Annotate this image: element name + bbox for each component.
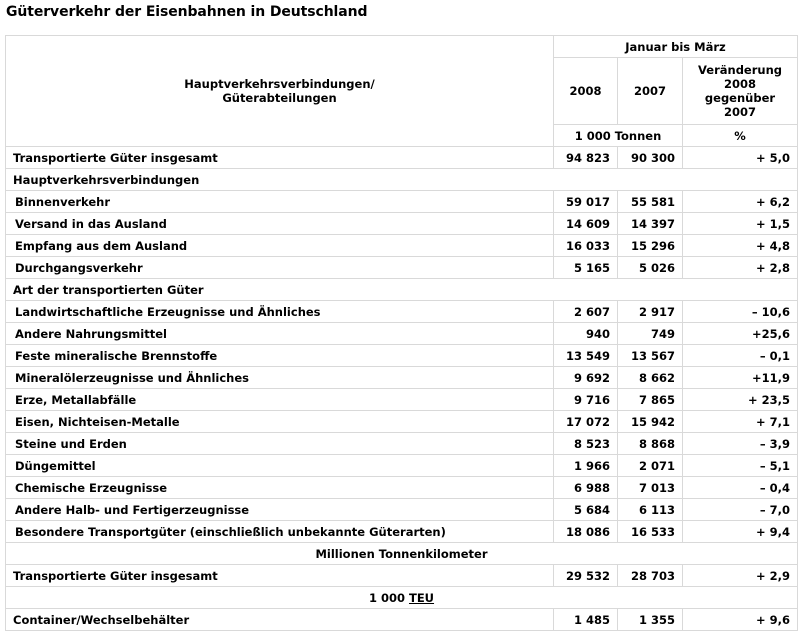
value-change: – 0,1 [683, 345, 798, 367]
value-2008: 1 485 [554, 609, 618, 631]
row-label: Besondere Transportgüter (einschließlich unbekannte Güterarten) [6, 521, 554, 543]
value-2008: 1 966 [554, 455, 618, 477]
table-row [6, 433, 798, 455]
value-2008: 13 549 [554, 345, 618, 367]
value-change: – 5,1 [683, 455, 798, 477]
row-label: Transportierte Güter insgesamt [6, 565, 554, 587]
value-2007: 90 300 [618, 147, 683, 169]
value-change: +11,9 [683, 367, 798, 389]
value-2007: 16 533 [618, 521, 683, 543]
value-2007: 5 026 [618, 257, 683, 279]
value-2007: 8 868 [618, 433, 683, 455]
section-row [6, 169, 798, 191]
unit-label: 1 000 TEU [6, 587, 798, 609]
unit-label: Millionen Tonnenkilometer [6, 543, 798, 565]
section-row [6, 279, 798, 301]
value-2007: 7 013 [618, 477, 683, 499]
value-2007: 2 071 [618, 455, 683, 477]
value-2008: 94 823 [554, 147, 618, 169]
value-2008: 6 988 [554, 477, 618, 499]
value-2008: 9 716 [554, 389, 618, 411]
value-change: + 7,1 [683, 411, 798, 433]
table-row [6, 565, 798, 587]
value-change: +25,6 [683, 323, 798, 345]
col-2008-header: 2008 [554, 58, 618, 125]
table-body [6, 147, 798, 631]
table-row [6, 477, 798, 499]
table-row [6, 301, 798, 323]
value-2007: 7 865 [618, 389, 683, 411]
table-row [6, 235, 798, 257]
value-2007: 14 397 [618, 213, 683, 235]
value-change: – 10,6 [683, 301, 798, 323]
row-label: Transportierte Güter insgesamt [6, 147, 554, 169]
table-row [6, 455, 798, 477]
value-change: – 3,9 [683, 433, 798, 455]
value-2008: 9 692 [554, 367, 618, 389]
value-change: + 2,9 [683, 565, 798, 587]
table-row [6, 257, 798, 279]
row-label: Erze, Metallabfälle [6, 389, 554, 411]
table-row [6, 389, 798, 411]
value-2007: 8 662 [618, 367, 683, 389]
row-label: Chemische Erzeugnisse [6, 477, 554, 499]
period-header: Januar bis März [554, 36, 798, 58]
row-label: Empfang aus dem Ausland [6, 235, 554, 257]
table-row [6, 323, 798, 345]
value-2007: 15 296 [618, 235, 683, 257]
value-2008: 16 033 [554, 235, 618, 257]
value-2008: 59 017 [554, 191, 618, 213]
unit-tonnes-header: 1 000 Tonnen [554, 125, 683, 147]
value-change: + 9,6 [683, 609, 798, 631]
table-row [6, 367, 798, 389]
row-label: Andere Nahrungsmittel [6, 323, 554, 345]
value-change: + 9,4 [683, 521, 798, 543]
value-2008: 5 684 [554, 499, 618, 521]
table-row [6, 499, 798, 521]
value-change: + 2,8 [683, 257, 798, 279]
value-2007: 28 703 [618, 565, 683, 587]
freight-table [5, 35, 798, 631]
table-row [6, 521, 798, 543]
page-title: Güterverkehr der Eisenbahnen in Deutschland [6, 4, 368, 20]
value-2008: 14 609 [554, 213, 618, 235]
table-row [6, 609, 798, 631]
row-label: Mineralölerzeugnisse und Ähnliches [6, 367, 554, 389]
value-change: + 4,8 [683, 235, 798, 257]
col-2007-header: 2007 [618, 58, 683, 125]
row-label: Binnenverkehr [6, 191, 554, 213]
value-2007: 13 567 [618, 345, 683, 367]
unit-row [6, 543, 798, 565]
table-row [6, 213, 798, 235]
value-2008: 5 165 [554, 257, 618, 279]
row-label: Landwirtschaftliche Erzeugnisse und Ähnliches [6, 301, 554, 323]
value-2007: 6 113 [618, 499, 683, 521]
unit-row [6, 587, 798, 609]
value-2008: 8 523 [554, 433, 618, 455]
value-2007: 55 581 [618, 191, 683, 213]
row-label: Düngemittel [6, 455, 554, 477]
section-label: Hauptverkehrsverbindungen [6, 169, 798, 191]
table-row [6, 345, 798, 367]
value-change: + 6,2 [683, 191, 798, 213]
value-change: + 23,5 [683, 389, 798, 411]
value-2008: 18 086 [554, 521, 618, 543]
table-row [6, 147, 798, 169]
row-label: Container/Wechselbehälter [6, 609, 554, 631]
section-label: Art der transportierten Güter [6, 279, 798, 301]
value-change: – 0,4 [683, 477, 798, 499]
col-change-header: Veränderung 2008 gegenüber 2007 [683, 58, 798, 125]
value-2007: 1 355 [618, 609, 683, 631]
unit-pct-header: % [683, 125, 798, 147]
row-label: Versand in das Ausland [6, 213, 554, 235]
row-label-header: Hauptverkehrsverbindungen/ Güterabteilungen [6, 36, 554, 147]
value-change: + 1,5 [683, 213, 798, 235]
value-2007: 749 [618, 323, 683, 345]
row-label: Steine und Erden [6, 433, 554, 455]
value-2008: 17 072 [554, 411, 618, 433]
row-label: Feste mineralische Brennstoffe [6, 345, 554, 367]
table-row [6, 411, 798, 433]
row-label: Andere Halb- und Fertigerzeugnisse [6, 499, 554, 521]
table-row [6, 191, 798, 213]
value-change: + 5,0 [683, 147, 798, 169]
value-2007: 15 942 [618, 411, 683, 433]
value-2007: 2 917 [618, 301, 683, 323]
row-label: Durchgangsverkehr [6, 257, 554, 279]
value-2008: 940 [554, 323, 618, 345]
row-label: Eisen, Nichteisen-Metalle [6, 411, 554, 433]
value-2008: 2 607 [554, 301, 618, 323]
value-change: – 7,0 [683, 499, 798, 521]
value-2008: 29 532 [554, 565, 618, 587]
